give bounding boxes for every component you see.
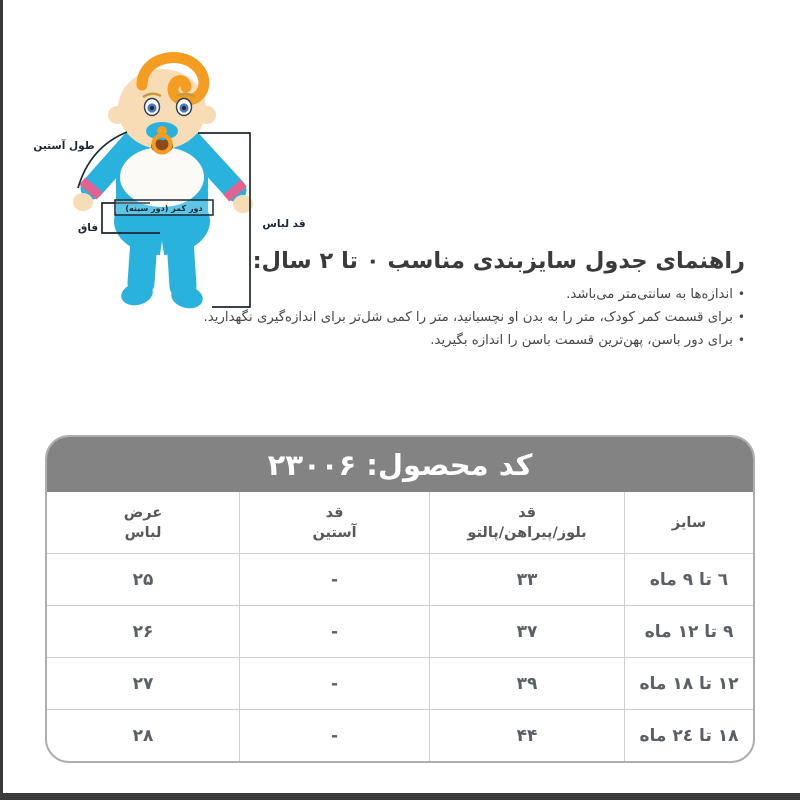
column-header-size [625,492,753,553]
cell-blouse-length: ۳۷ [430,606,625,657]
size-guide-text-block [145,248,745,352]
guide-bullet-2-text: برای قسمت کمر کودک، متر را به بدن او نچسبانید، متر را کمی شل‌تر برای اندازه‌گیری نگهدارید. [203,310,733,325]
column-header-sleeve-line1: قد [325,504,344,521]
garment-length-label: قد لباس [262,218,306,230]
bottom-frame-edge [0,793,800,800]
product-code-band [47,437,753,492]
bullet-dot: • [737,333,745,347]
baby-bib [120,147,204,207]
bullet-dot: • [737,287,745,301]
cell-size: ٦ تا ٩ ماه [649,569,729,590]
cell-garment-width: ۲۵ [47,554,240,605]
cell-blouse-length: ۳۹ [430,658,625,709]
table-row [47,709,753,761]
table-row [47,605,753,657]
cell-garment-width: ۲۸ [47,710,240,761]
cell-sleeve-length: - [240,710,430,761]
bullet-dot: • [737,310,745,324]
table-row [47,657,753,709]
guide-bullet-3 [145,329,745,352]
cell-blouse-length: ۳۳ [430,554,625,605]
cell-size: ١٢ تا ١٨ ماه [639,673,739,694]
table-header-row [47,492,753,553]
size-table [45,435,755,763]
baby-right-cuff [232,187,238,194]
baby-right-pupil [182,106,186,110]
cell-sleeve-length: - [240,554,430,605]
left-frame-edge [0,0,3,800]
table-row [47,553,753,605]
baby-left-pupil [150,106,154,110]
baby-left-hand [73,193,93,211]
column-header-blouse-line1: قد [518,504,536,521]
cell-size: ٩ تا ١٢ ماه [644,621,734,642]
crotch-label: فاق [77,222,99,234]
column-header-sleeve-length [240,492,430,553]
guide-bullet-3-text: برای دور باسن، پهن‌ترین قسمت باسن را اندازه بگیرید. [430,333,733,348]
product-code-text: کد محصول: ۲۳۰۰۶ [267,447,533,482]
cell-garment-width: ۲۷ [47,658,240,709]
guide-bullet-2 [145,306,745,329]
column-header-blouse-line2: بلوز/پیراهن/پالتو [467,524,587,541]
guide-bullet-1 [145,283,745,306]
column-header-size-line1: سایز [671,514,707,531]
column-header-garment-width [47,492,240,553]
column-header-sleeve-line2: آستین [312,524,357,541]
column-header-width-line2: لباس [124,524,162,541]
cell-blouse-length: ۴۴ [430,710,625,761]
cell-sleeve-length: - [240,658,430,709]
waist-label: دور کمر (دور سینه) [125,204,203,213]
column-header-blouse-length [430,492,625,553]
cell-sleeve-length: - [240,606,430,657]
cell-garment-width: ۲۶ [47,606,240,657]
guide-title: راهنمای جدول سایزبندی مناسب ۰ تا ۲ سال: [252,248,745,274]
cell-size: ١٨ تا ٢٤ ماه [639,725,739,746]
guide-bullet-1-text: اندازه‌ها به سانتی‌متر می‌باشد. [566,287,733,302]
column-header-width-line1: عرض [123,504,163,521]
baby-left-leg [141,240,144,283]
baby-left-cuff [88,185,94,192]
sleeve-length-label: طول آستین [33,140,95,152]
